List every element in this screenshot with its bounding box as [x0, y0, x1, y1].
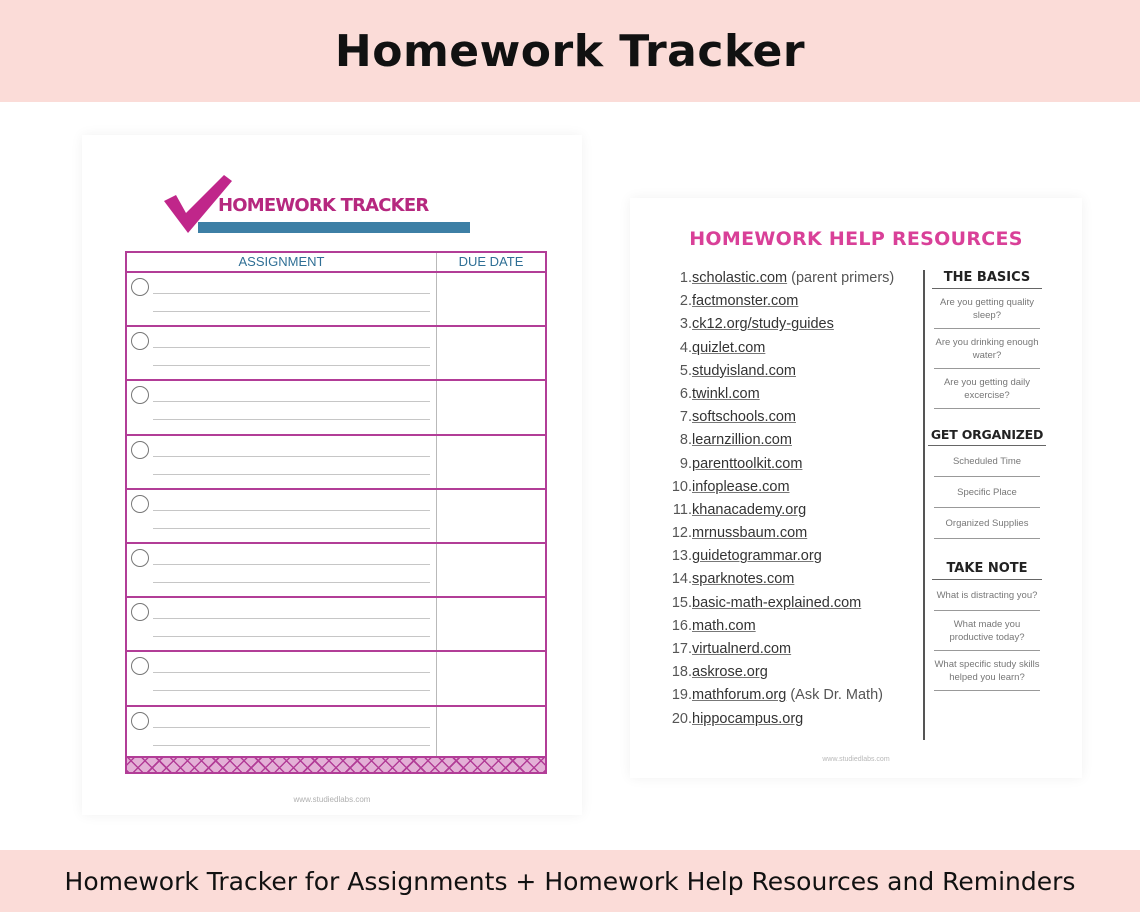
reminder-item: Are you getting daily excercise?: [934, 369, 1040, 409]
writing-line: [153, 401, 430, 402]
assignment-cell[interactable]: [127, 707, 437, 761]
resource-link[interactable]: basic-math-explained.com: [692, 594, 862, 611]
resource-item: [666, 291, 926, 314]
resource-number: 2.: [679, 293, 692, 310]
writing-line: [153, 636, 430, 637]
resource-link[interactable]: parenttoolkit.com: [692, 455, 803, 472]
assignment-cell[interactable]: [127, 327, 437, 379]
assignment-cell[interactable]: [127, 381, 437, 433]
column-header-due-date: DUE DATE: [458, 254, 524, 269]
resource-item: [666, 639, 926, 662]
resource-number: 18.: [671, 664, 692, 681]
reminder-item: Scheduled Time: [934, 446, 1040, 477]
due-date-cell[interactable]: [437, 381, 545, 433]
resource-number: 9.: [679, 455, 692, 472]
resource-item: [666, 593, 926, 616]
vertical-divider: [923, 270, 925, 740]
checkbox-circle-icon[interactable]: [131, 549, 149, 567]
resource-item: [666, 523, 926, 546]
due-date-cell[interactable]: [437, 598, 545, 650]
resource-link[interactable]: twinkl.com: [692, 385, 760, 402]
tracker-rows: [127, 273, 545, 761]
assignment-cell[interactable]: [127, 544, 437, 596]
reminder-item: What is distracting you?: [934, 580, 1040, 611]
due-date-cell[interactable]: [437, 327, 545, 379]
due-date-cell[interactable]: [437, 436, 545, 488]
writing-line: [153, 456, 430, 457]
resource-number: 14.: [671, 571, 692, 588]
assignment-cell[interactable]: [127, 652, 437, 704]
writing-line: [153, 727, 430, 728]
resources-list: [666, 268, 926, 732]
resource-item: [666, 338, 926, 361]
resource-item: [666, 477, 926, 500]
tracker-row: [127, 273, 545, 327]
tracker-row: [127, 327, 545, 381]
writing-line: [153, 474, 430, 475]
resource-link[interactable]: mathforum.org: [692, 687, 787, 704]
reminder-item: Are you drinking enough water?: [934, 329, 1040, 369]
resource-number: 11.: [672, 501, 692, 518]
tracker-row: [127, 544, 545, 598]
writing-line: [153, 618, 430, 619]
resource-item: [666, 268, 926, 291]
tracker-logo: [162, 175, 472, 235]
reminder-item: Organized Supplies: [934, 508, 1040, 539]
resource-number: 8.: [679, 432, 692, 449]
resource-item: [666, 685, 926, 708]
resource-link[interactable]: softschools.com: [692, 409, 796, 426]
resource-link[interactable]: math.com: [692, 617, 756, 634]
assignment-cell[interactable]: [127, 436, 437, 488]
reminder-item: What made you productive today?: [934, 611, 1040, 651]
resource-number: 1.: [679, 270, 692, 286]
assignment-cell[interactable]: [127, 598, 437, 650]
resource-link[interactable]: mrnussbaum.com: [692, 525, 808, 542]
writing-line: [153, 672, 430, 673]
tracker-page: [82, 135, 582, 815]
writing-line: [153, 528, 430, 529]
resource-note: (Ask Dr. Math): [786, 687, 883, 704]
resource-link[interactable]: infoplease.com: [692, 478, 790, 495]
resource-link[interactable]: ck12.org/study-guides: [692, 316, 834, 333]
resource-item: [666, 454, 926, 477]
resource-item: [666, 407, 926, 430]
checkbox-circle-icon[interactable]: [131, 386, 149, 404]
resource-item: [666, 314, 926, 337]
resource-item: [666, 500, 926, 523]
top-banner: [0, 0, 1140, 102]
writing-line: [153, 582, 430, 583]
writing-line: [153, 690, 430, 691]
writing-line: [153, 311, 430, 312]
section-heading-basics: THE BASICS: [932, 270, 1042, 289]
resource-item: [666, 709, 926, 732]
resource-link[interactable]: guidetogrammar.org: [692, 548, 822, 565]
writing-line: [153, 419, 430, 420]
resource-link[interactable]: sparknotes.com: [692, 571, 795, 588]
tracker-pattern-border: [127, 756, 545, 772]
due-date-cell[interactable]: [437, 707, 545, 761]
checkbox-circle-icon[interactable]: [131, 332, 149, 350]
resource-number: 3.: [679, 316, 692, 333]
writing-line: [153, 564, 430, 565]
tracker-row: [127, 598, 545, 652]
resource-link[interactable]: studyisland.com: [692, 362, 796, 379]
writing-line: [153, 293, 430, 294]
resource-number: 17.: [671, 641, 692, 657]
reminder-item: Are you getting quality sleep?: [934, 289, 1040, 329]
resource-number: 19.: [671, 687, 692, 704]
assignment-cell[interactable]: [127, 490, 437, 542]
resource-link[interactable]: scholastic.com: [692, 270, 788, 286]
checkbox-circle-icon[interactable]: [131, 278, 149, 296]
resource-number: 20.: [671, 710, 692, 727]
resources-footer-url: www.studiedlabs.com: [822, 756, 890, 763]
due-date-cell[interactable]: [437, 544, 545, 596]
resource-number: 16.: [671, 617, 692, 634]
resources-page: [630, 198, 1082, 778]
banner-caption: Homework Tracker for Assignments + Homework Help Resources and Reminders: [64, 866, 1076, 896]
logo-underline-bar: [198, 222, 470, 233]
resource-item: [666, 616, 926, 639]
resources-title: HOMEWORK HELP RESOURCES: [689, 228, 1023, 250]
tracker-row: [127, 490, 545, 544]
resource-item: [666, 569, 926, 592]
resource-number: 10.: [671, 478, 692, 495]
tracker-row: [127, 436, 545, 490]
resource-link[interactable]: factmonster.com: [692, 293, 799, 310]
resource-link[interactable]: hippocampus.org: [692, 710, 804, 727]
writing-line: [153, 365, 430, 366]
tracker-table: [125, 251, 547, 774]
bottom-banner: [0, 850, 1140, 912]
resource-number: 7.: [679, 409, 692, 426]
checkbox-circle-icon[interactable]: [131, 495, 149, 513]
resource-item: [666, 546, 926, 569]
resource-number: 6.: [679, 385, 692, 402]
resource-number: 15.: [671, 594, 692, 611]
writing-line: [153, 510, 430, 511]
checkbox-circle-icon[interactable]: [131, 441, 149, 459]
resource-link[interactable]: quizlet.com: [692, 339, 766, 356]
tracker-header-row: [127, 253, 545, 273]
tracker-row: [127, 381, 545, 435]
resource-number: 5.: [679, 362, 692, 379]
checkbox-circle-icon[interactable]: [131, 603, 149, 621]
due-date-cell[interactable]: [437, 273, 545, 325]
tracker-row: [127, 652, 545, 706]
resource-item: [666, 662, 926, 685]
resource-number: 13.: [671, 548, 692, 565]
section-heading-organized: GET ORGANIZED: [928, 427, 1046, 446]
reminder-item: What specific study skills helped you learn?: [934, 651, 1040, 691]
banner-title: Homework Tracker: [334, 25, 806, 77]
resource-link[interactable]: learnzillion.com: [692, 432, 792, 449]
section-heading-take-note: TAKE NOTE: [932, 561, 1042, 580]
writing-line: [153, 347, 430, 348]
resource-item: [666, 384, 926, 407]
resource-number: 12.: [671, 525, 692, 542]
column-header-assignment: ASSIGNMENT: [127, 253, 437, 271]
assignment-cell[interactable]: [127, 273, 437, 325]
resource-note: (parent primers): [787, 270, 895, 286]
tracker-footer-url: www.studiedlabs.com: [293, 795, 371, 804]
reminder-item: Specific Place: [934, 477, 1040, 508]
due-date-cell[interactable]: [437, 490, 545, 542]
checkbox-circle-icon[interactable]: [131, 712, 149, 730]
writing-line: [153, 745, 430, 746]
resource-number: 4.: [679, 339, 692, 356]
resource-item: [666, 361, 926, 384]
checkbox-circle-icon[interactable]: [131, 657, 149, 675]
tracker-row: [127, 707, 545, 761]
resource-item: [666, 430, 926, 453]
due-date-cell[interactable]: [437, 652, 545, 704]
resource-link[interactable]: khanacademy.org: [692, 501, 807, 518]
resource-link[interactable]: askrose.org: [692, 664, 768, 681]
reminders-sidebar: [928, 270, 1046, 691]
resource-link[interactable]: virtualnerd.com: [692, 641, 792, 657]
logo-text: HOMEWORK TRACKER: [218, 195, 429, 216]
